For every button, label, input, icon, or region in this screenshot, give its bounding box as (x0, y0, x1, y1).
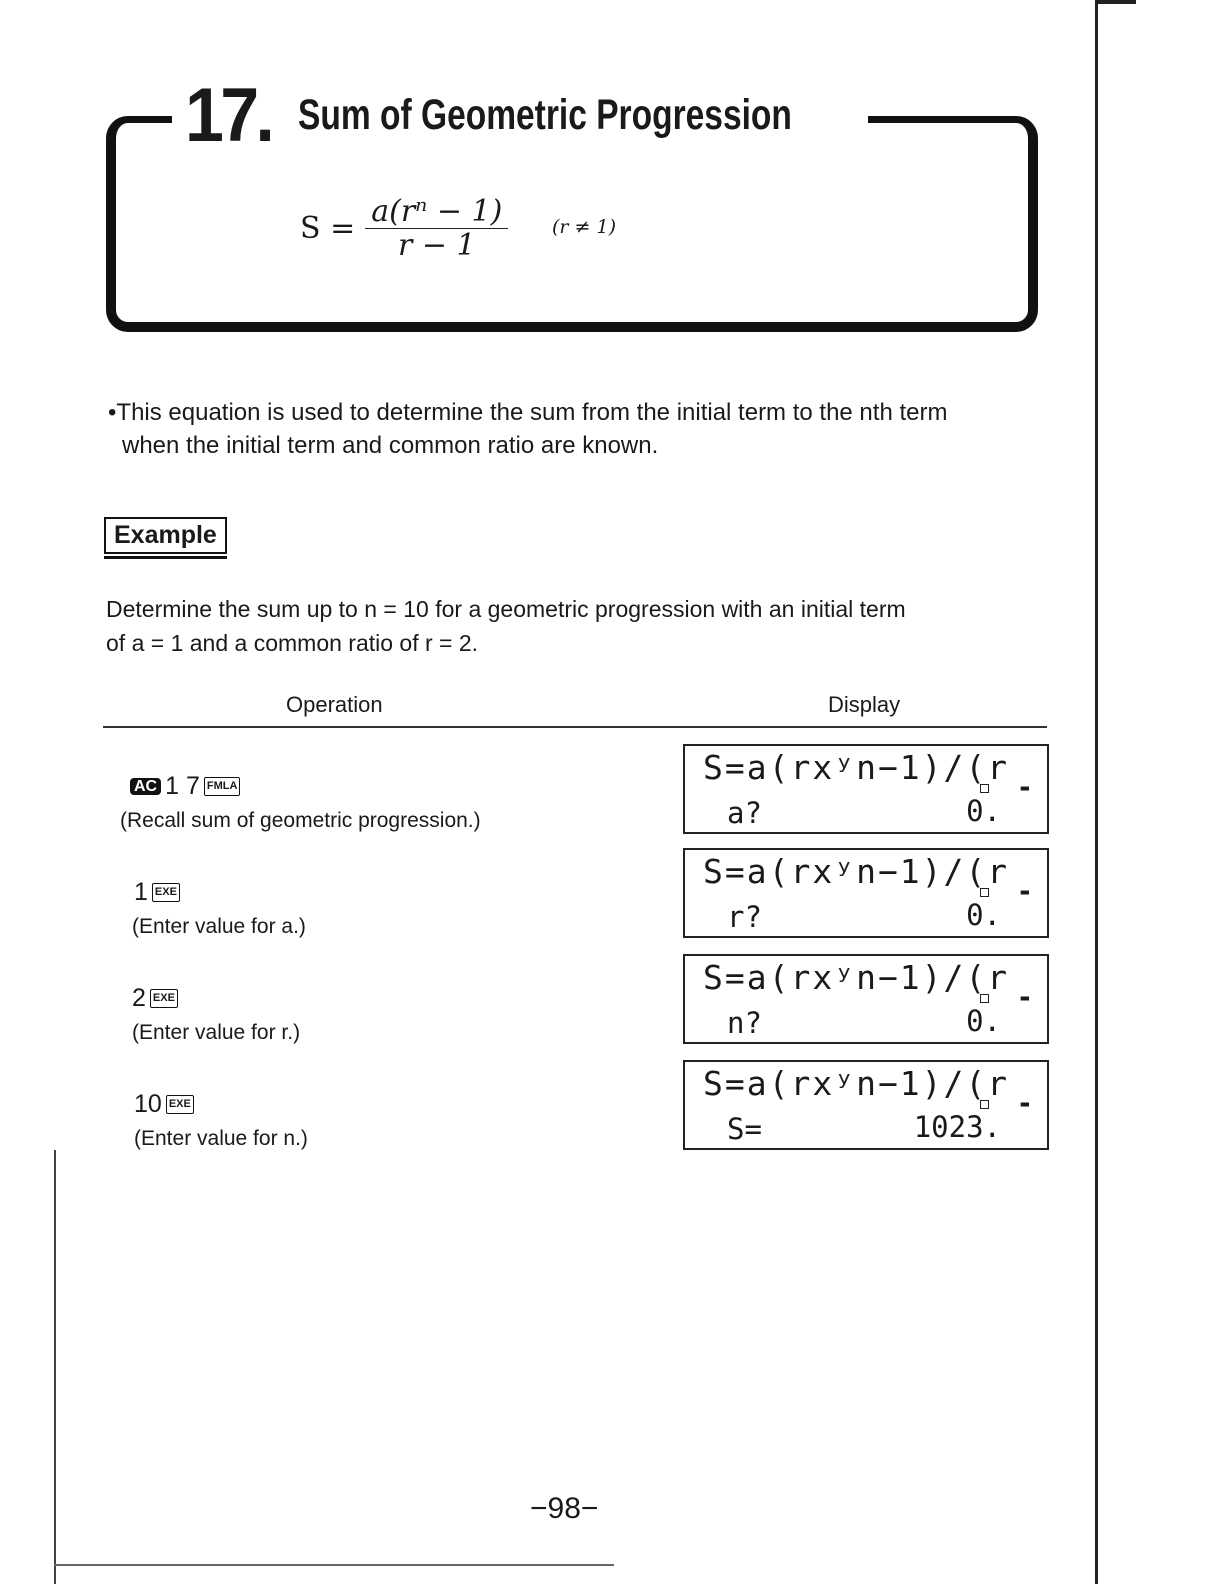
step-3-input: 2 (132, 984, 146, 1012)
step-2-input: 1 (134, 878, 148, 906)
lcd-arrow-icon: ▬ (1020, 990, 1029, 1006)
chapter-title: Sum of Geometric Progression (298, 91, 792, 139)
formula-condition: (r ≠ 1) (552, 216, 616, 238)
operation-step-4 (120, 1090, 308, 1151)
lcd-arrow-icon: ▬ (1020, 1096, 1029, 1112)
lcd-3-formula: S=a(rxʸn−1)/(r (703, 958, 1010, 997)
lcd-indicator-icon (980, 888, 989, 897)
lcd-1-formula: S=a(rxʸn−1)/(r (703, 748, 1010, 787)
lcd-1-value: 0. (966, 794, 1001, 828)
lcd-arrow-icon: ▬ (1020, 780, 1029, 796)
step-3-keys (132, 984, 300, 1013)
step-1-note: (Recall sum of geometric progression.) (120, 809, 481, 832)
lcd-display-3 (683, 954, 1049, 1044)
step-2-keys (134, 878, 306, 907)
intro-paragraph (108, 396, 1058, 462)
problem-statement (106, 592, 1056, 660)
intro-line-1: •This equation is used to determine the sum from the initial term to the nth term (108, 399, 948, 426)
lcd-3-prompt: n? (727, 1006, 762, 1040)
formula-numerator: a(rⁿ − 1) (365, 196, 508, 229)
lcd-4-formula: S=a(rxʸn−1)/(r (703, 1064, 1010, 1103)
formula-denominator: r − 1 (397, 227, 476, 263)
lcd-display-2 (683, 848, 1049, 938)
operation-step-1 (120, 772, 481, 833)
step-4-keys (134, 1090, 308, 1119)
operation-step-2 (120, 878, 306, 939)
lcd-indicator-icon (980, 994, 989, 1003)
lcd-2-formula: S=a(rxʸn−1)/(r (703, 852, 1010, 891)
page-number: −98− (530, 1492, 599, 1525)
intro-line-2: when the initial term and common ratio are known. (122, 432, 659, 459)
lcd-4-prompt: S= (727, 1112, 762, 1146)
ac-key-icon: AC (130, 778, 161, 795)
lcd-3-value: 0. (966, 1004, 1001, 1038)
lcd-4-value: 1023. (913, 1110, 1001, 1144)
step-4-note: (Enter value for n.) (134, 1127, 308, 1150)
chapter-number: 17. (185, 73, 272, 158)
page-edge-left (54, 1150, 56, 1584)
lcd-display-4 (683, 1060, 1049, 1150)
problem-line-2: of a = 1 and a common ratio of r = 2. (106, 630, 479, 656)
exe-key-icon: EXE (166, 1095, 194, 1114)
page-edge-right (1095, 0, 1098, 1584)
formula (300, 196, 508, 262)
step-4-input: 10 (134, 1090, 162, 1118)
example-label: Example (104, 517, 227, 554)
exe-key-icon: EXE (150, 989, 178, 1008)
fmla-key-icon: FMLA (204, 777, 241, 796)
exe-key-icon: EXE (152, 883, 180, 902)
formula-fraction (365, 196, 508, 262)
lcd-indicator-icon (980, 784, 989, 793)
formula-lhs: S = (300, 211, 356, 247)
step-1-input: 1 7 (165, 772, 200, 800)
lcd-1-prompt: a? (727, 796, 762, 830)
operation-step-3 (120, 984, 300, 1045)
header-rule (103, 726, 1047, 728)
lcd-2-value: 0. (966, 898, 1001, 932)
lcd-2-prompt: r? (727, 900, 762, 934)
lcd-indicator-icon (980, 1100, 989, 1109)
operation-column-header: Operation (286, 692, 383, 717)
lcd-display-1 (683, 744, 1049, 834)
page-edge-tick (1096, 0, 1136, 4)
lcd-arrow-icon: ▬ (1020, 884, 1029, 900)
step-3-note: (Enter value for r.) (132, 1021, 301, 1044)
display-column-header: Display (828, 692, 901, 717)
step-1-keys (130, 772, 481, 801)
problem-line-1: Determine the sum up to n = 10 for a geometric progression with an initial term (106, 596, 906, 622)
page-edge-bottom (54, 1564, 614, 1566)
step-2-note: (Enter value for a.) (132, 915, 306, 938)
